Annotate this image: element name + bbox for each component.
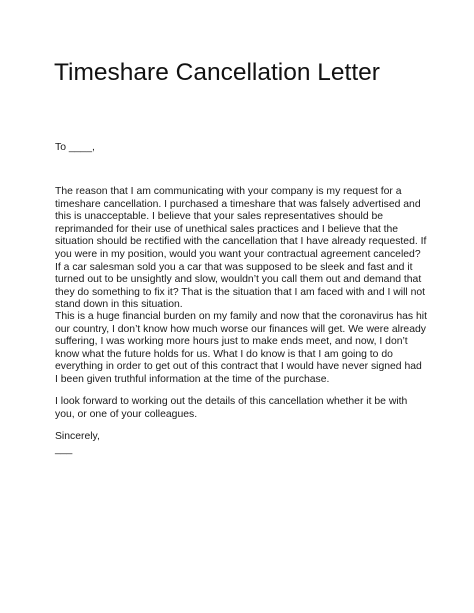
letter-title: Timeshare Cancellation Letter <box>54 59 380 86</box>
closing: Sincerely, <box>55 431 100 442</box>
body-paragraph-2: This is a huge financial burden on my family and now that the coronavirus has hit our country, I don’t know how much worse our finances will get. We were already suffering, I was working more hours just to make ends meet, and now, I don’t know what the future holds for us. What I do know is that I am going to do everything in order to get out of this contract that I would have never signed had I been given truthful information at the time of the purchase. <box>55 311 427 385</box>
body-paragraph-1: The reason that I am communicating with your company is my request for a timeshare cancellation. I purchased a timeshare that was falsely advertised and this is unacceptable. I believe that your sales representatives should be reprimanded for their use of unethical sales practices and I believe that the situation should be rectified with the cancellation that I have already requested. If you were in my position, would you want your contractual agreement canceled? If a car salesman sold you a car that was supposed to be sleek and fast and it turned out to be unsightly and slow, wouldn’t you call them out and demand that they do something to fix it? That is the situation that I am faced with and I will not stand down in this situation. <box>55 186 427 311</box>
signature-line: ___ <box>55 444 73 455</box>
salutation: To ____, <box>55 142 95 153</box>
body-paragraph-3: I look forward to working out the details of this cancellation whether it be with you, or one of your colleagues. <box>55 396 408 420</box>
